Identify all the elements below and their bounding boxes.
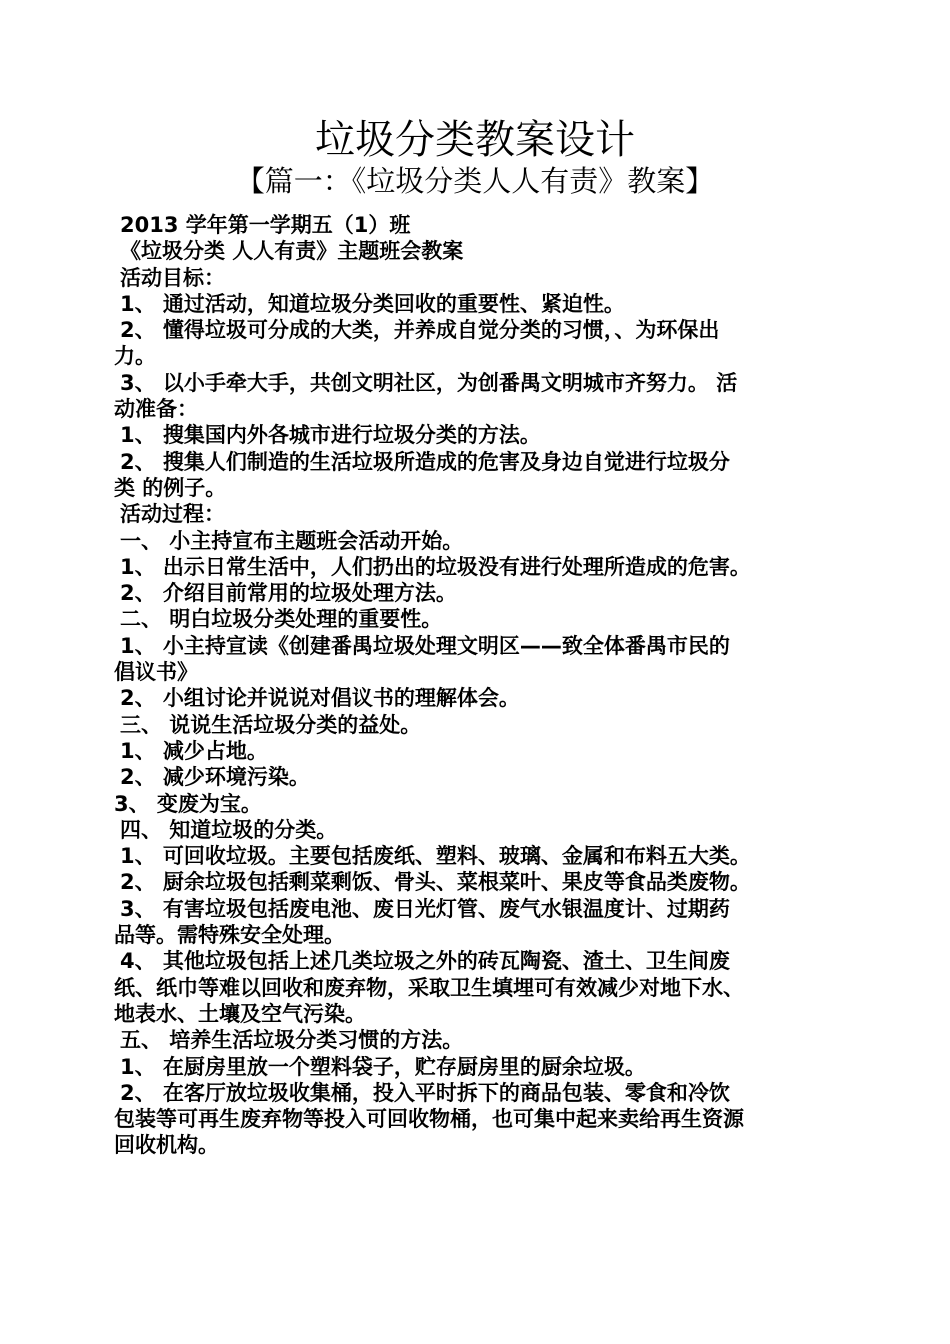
body-line: 回收机构。 xyxy=(114,1133,219,1158)
body-line: 纸、纸巾等难以回收和废弃物，采取卫生填埋可有效减少对地下水、 xyxy=(114,975,744,1000)
body-line: 1、 搜集国内外各城市进行垃圾分类的方法。 xyxy=(120,423,541,448)
body-line: 四、 知道垃圾的分类。 xyxy=(120,817,338,842)
body-line: 1、 在厨房里放一个塑料袋子，贮存厨房里的厨余垃圾。 xyxy=(120,1054,646,1079)
document-title: 垃圾分类教案设计 xyxy=(315,117,635,163)
body-line: 2、 在客厅放垃圾收集桶，投入平时拆下的商品包装、零食和冷饮 xyxy=(120,1080,730,1105)
body-line: 动准备： xyxy=(114,397,198,422)
body-line: 2、 厨余垃圾包括剩菜剩饭、骨头、菜根菜叶、果皮等食品类废物。 xyxy=(120,870,751,895)
body-line: 2013 学年第一学期五（1）班 xyxy=(120,213,411,237)
body-line: 活动目标： xyxy=(120,265,225,290)
body-line: 五、 培养生活垃圾分类习惯的方法。 xyxy=(120,1028,464,1053)
body-line: 1、 可回收垃圾。主要包括废纸、塑料、玻璃、金属和布料五大类。 xyxy=(120,844,751,869)
body-line: 品等。需特殊安全处理。 xyxy=(114,923,345,948)
body-line: 二、 明白垃圾分类处理的重要性。 xyxy=(120,607,443,632)
body-line: 活动过程： xyxy=(120,502,225,527)
body-line: 3、 以小手牵大手，共创文明社区，为创番禺文明城市齐努力。 活 xyxy=(120,370,738,395)
body-line: 倡议书》 xyxy=(114,660,198,685)
body-line: 《垃圾分类 人人有责》主题班会教案 xyxy=(120,239,464,264)
document-body xyxy=(114,212,836,1159)
body-line: 2、 减少环境污染。 xyxy=(120,765,310,790)
body-line: 一、 小主持宣布主题班会活动开始。 xyxy=(120,528,464,553)
document-subtitle: 【篇一：《垃圾分类人人有责》教案】 xyxy=(235,164,715,198)
body-line: 地表水、土壤及空气污染。 xyxy=(114,1001,366,1026)
body-line: 三、 说说生活垃圾分类的益处。 xyxy=(120,712,422,737)
body-line: 2、 懂得垃圾可分成的大类，并养成自觉分类的习惯，、为环保出 xyxy=(120,318,720,343)
body-line: 力。 xyxy=(114,344,156,369)
body-line: 1、 小主持宣读《创建番禺垃圾处理文明区——致全体番禺市民的 xyxy=(120,633,730,658)
body-line: 2、 介绍目前常用的垃圾处理方法。 xyxy=(120,581,457,606)
body-line: 1、 减少占地。 xyxy=(120,738,268,763)
body-line: 1、 出示日常生活中，人们扔出的垃圾没有进行处理所造成的危害。 xyxy=(120,554,751,579)
body-line: 3、 变废为宝。 xyxy=(114,791,262,816)
body-line: 1、 通过活动，知道垃圾分类回收的重要性、紧迫性。 xyxy=(120,291,625,316)
body-line: 包装等可再生废弃物等投入可回收物桶，也可集中起来卖给再生资源 xyxy=(114,1107,744,1132)
body-line: 3、 有害垃圾包括废电池、废日光灯管、废气水银温度计、过期药 xyxy=(120,896,730,921)
body-line: 4、 其他垃圾包括上述几类垃圾之外的砖瓦陶瓷、渣土、卫生间废 xyxy=(120,949,730,974)
body-line: 类 的例子。 xyxy=(114,475,227,500)
body-line: 2、 搜集人们制造的生活垃圾所造成的危害及身边自觉进行垃圾分 xyxy=(120,449,730,474)
body-line: 2、 小组讨论并说说对倡议书的理解体会。 xyxy=(120,686,520,711)
